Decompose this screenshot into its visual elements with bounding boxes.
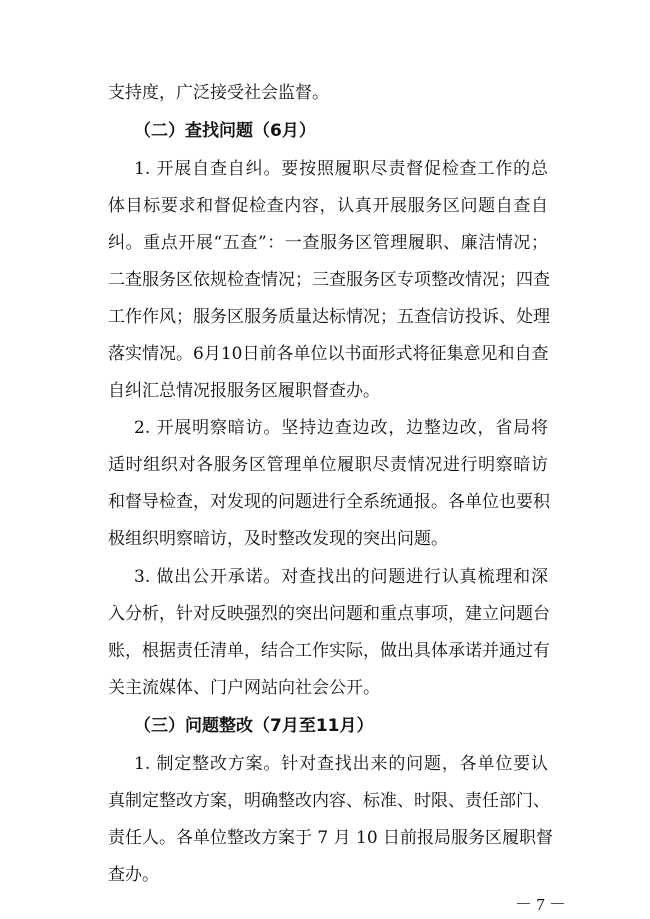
page-number: － 7 － — [515, 895, 566, 914]
paragraph-line: 账，根据责任清单，结合工作实际，做出具体承诺并通过有 — [108, 641, 550, 661]
paragraph-line: 真制定整改方案，明确整改内容、标准、时限、责任部门、 — [108, 791, 550, 811]
paragraph-line: 适时组织对各服务区管理单位履职尽责情况进行明察暗访 — [108, 455, 548, 475]
paragraph-line: 纠。重点开展“五查”：一查服务区管理履职、廉洁情况； — [108, 233, 548, 253]
paragraph-line: 极组织明察暗访，及时整改发现的突出问题。 — [108, 529, 448, 549]
paragraph-line: 二查服务区依规检查情况；三查服务区专项整改情况；四查 — [108, 270, 550, 290]
section-heading-rectification: （三）问题整改（7月至11月） — [134, 716, 374, 736]
paragraph-line: 责任人。各单位整改方案于 7 月 10 日前报局服务区履职督 — [108, 828, 554, 848]
paragraph-line: 3. 做出公开承诺。对查找出的问题进行认真梳理和深 — [134, 567, 548, 587]
paragraph-line: 入分析，针对反映强烈的突出问题和重点事项，建立问题台 — [108, 604, 550, 624]
paragraph-continuation: 支持度，广泛接受社会监督。 — [108, 83, 329, 103]
paragraph-line: 自纠汇总情况报服务区履职督查办。 — [108, 381, 380, 401]
paragraph-line: 体目标要求和督促检查内容，认真开展服务区问题自查自 — [108, 196, 548, 216]
paragraph-line: 落实情况。6月10日前各单位以书面形式将征集意见和自查 — [108, 344, 549, 364]
paragraph-line: 工作作风；服务区服务质量达标情况；五查信访投诉、处理 — [108, 307, 550, 327]
paragraph-line: 关主流媒体、门户网站向社会公开。 — [108, 678, 380, 698]
paragraph-line: 2. 开展明察暗访。坚持边查边改，边整边改，省局将 — [134, 418, 548, 438]
paragraph-line: 和督导检查，对发现的问题进行全系统通报。各单位也要积 — [108, 492, 550, 512]
paragraph-line: 查办。 — [108, 865, 159, 885]
section-heading-find-problems: （二）查找问题（6月） — [134, 121, 316, 141]
paragraph-line: 1. 开展自查自纠。要按照履职尽责督促检查工作的总 — [134, 159, 548, 179]
paragraph-line: 1. 制定整改方案。针对查找出来的问题，各单位要认 — [134, 754, 548, 774]
